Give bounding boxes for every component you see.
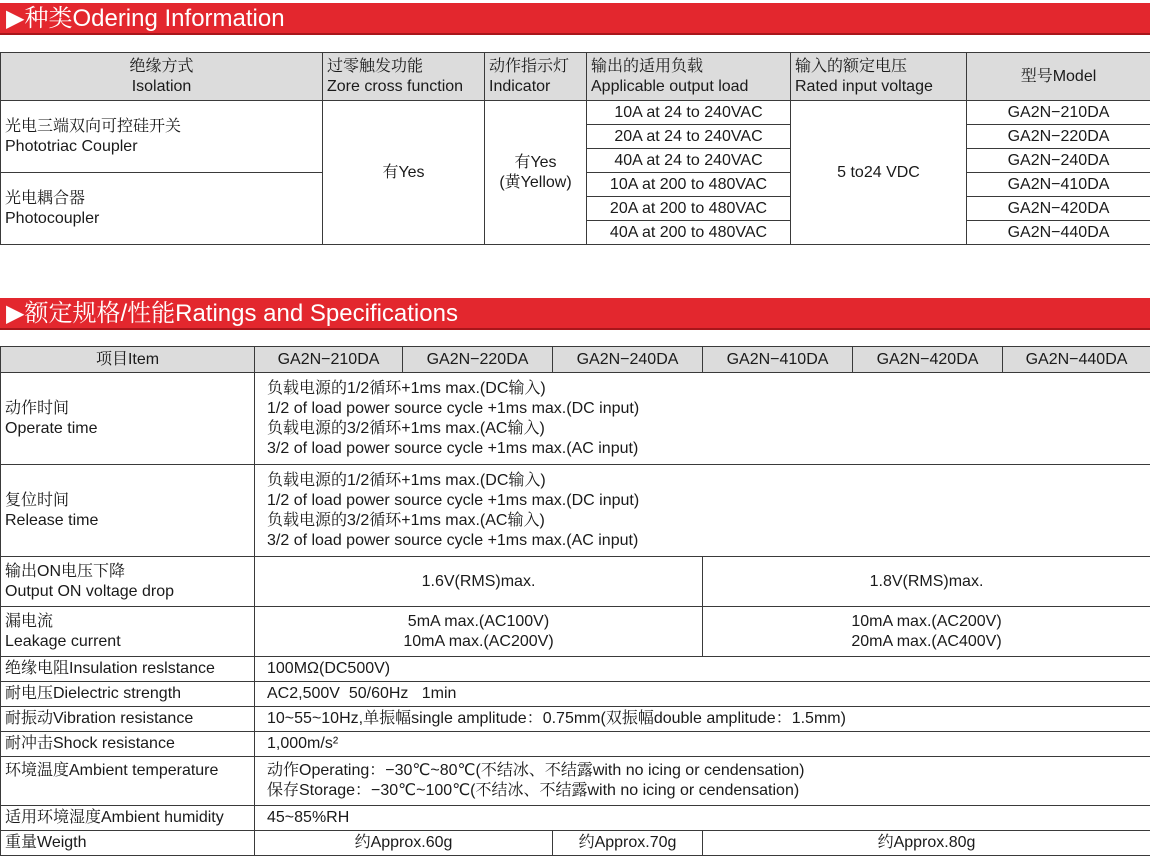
ratings-header-row	[1, 347, 1150, 373]
weight-value: 约Approx.80g	[703, 831, 1150, 856]
humidity-label: 适用环境湿度Ambient humidity	[1, 806, 255, 831]
voltage-drop-label: 输出ON电压下降 Output ON voltage drop	[1, 557, 255, 607]
shock-row	[1, 732, 1150, 757]
release-time-value: 负载电源的1/2循环+1ms max.(DC输入) 1/2 of load power source cycle +1ms max.(DC input) 负载电源的3/2循环+1ms max.(AC输入) 3/2 of load power source cycle +1ms max.(AC input)	[255, 465, 1150, 557]
zero-cross-value: 有Yes	[323, 101, 485, 245]
operate-time-row	[1, 373, 1150, 465]
ordering-table	[0, 52, 1150, 245]
ratings-title: ▶额定规格/性能Ratings and Specifications	[6, 300, 458, 327]
header-model: GA2N−220DA	[403, 347, 553, 373]
model-value: GA2N−210DA	[967, 101, 1150, 125]
header-model: GA2N−410DA	[703, 347, 853, 373]
header-model: GA2N−420DA	[853, 347, 1003, 373]
ordering-header-row	[1, 53, 1150, 101]
insulation-row	[1, 657, 1150, 682]
model-value: GA2N−420DA	[967, 197, 1150, 221]
load-value: 10A at 24 to 240VAC	[587, 101, 791, 125]
operate-time-value: 负载电源的1/2循环+1ms max.(DC输入) 1/2 of load power source cycle +1ms max.(DC input) 负载电源的3/2循环+1ms max.(AC输入) 3/2 of load power source cycle +1ms max.(AC input)	[255, 373, 1150, 465]
vibration-row	[1, 707, 1150, 732]
insulation-label: 绝缘电阻Insulation reslstance	[1, 657, 255, 682]
ordering-title: ▶种类Odering Information	[6, 5, 285, 32]
ratings-table	[0, 346, 1150, 856]
ambient-temperature-value: 动作Operating：−30℃~80℃(不结冰、不结露with no icing or cendensation) 保存Storage：−30℃~100℃(不结冰、不结露with no icing or cendensation)	[255, 757, 1150, 806]
load-value: 10A at 200 to 480VAC	[587, 173, 791, 197]
weight-row	[1, 831, 1150, 856]
model-value: GA2N−240DA	[967, 149, 1150, 173]
leakage-row	[1, 607, 1150, 657]
model-value: GA2N−220DA	[967, 125, 1150, 149]
leakage-value-left: 5mA max.(AC100V) 10mA max.(AC200V)	[255, 607, 703, 657]
vibration-value: 10~55~10Hz,单振幅single amplitude：0.75mm(双振幅double amplitude：1.5mm)	[255, 707, 1150, 732]
ambient-temperature-label: 环境温度Ambient temperature	[1, 757, 255, 806]
ratings-banner	[0, 298, 1150, 330]
dielectric-label: 耐电压Dielectric strength	[1, 682, 255, 707]
input-voltage-value: 5 to24 VDC	[791, 101, 967, 245]
operate-time-label: 动作时间 Operate time	[1, 373, 255, 465]
insulation-value: 100MΩ(DC500V)	[255, 657, 1150, 682]
header-input-voltage: 输入的额定电压 Rated input voltage	[791, 53, 967, 101]
header-indicator: 动作指示灯 Indicator	[485, 53, 587, 101]
leakage-label: 漏电流 Leakage current	[1, 607, 255, 657]
release-time-label: 复位时间 Release time	[1, 465, 255, 557]
table-row	[1, 101, 1150, 125]
isolation-phototriac: 光电三端双向可控硅开关 Phototriac Coupler	[1, 101, 323, 173]
leakage-value-right: 10mA max.(AC200V) 20mA max.(AC400V)	[703, 607, 1150, 657]
humidity-value: 45~85%RH	[255, 806, 1150, 831]
load-value: 20A at 24 to 240VAC	[587, 125, 791, 149]
header-zero-cross: 过零触发功能 Zore cross function	[323, 53, 485, 101]
voltage-drop-row	[1, 557, 1150, 607]
header-item: 项目Item	[1, 347, 255, 373]
weight-value: 约Approx.60g	[255, 831, 553, 856]
dielectric-value: AC2,500V 50/60Hz 1min	[255, 682, 1150, 707]
header-isolation: 绝缘方式 Isolation	[1, 53, 323, 101]
load-value: 20A at 200 to 480VAC	[587, 197, 791, 221]
header-output-load: 输出的适用负载 Applicable output load	[587, 53, 791, 101]
header-model: GA2N−210DA	[255, 347, 403, 373]
weight-value: 约Approx.70g	[553, 831, 703, 856]
dielectric-row	[1, 682, 1150, 707]
model-value: GA2N−440DA	[967, 221, 1150, 245]
header-model: GA2N−240DA	[553, 347, 703, 373]
isolation-photocoupler: 光电耦合器 Photocoupler	[1, 173, 323, 245]
voltage-drop-value: 1.6V(RMS)max.	[255, 557, 703, 607]
load-value: 40A at 24 to 240VAC	[587, 149, 791, 173]
ambient-temperature-row	[1, 757, 1150, 806]
humidity-row	[1, 806, 1150, 831]
shock-label: 耐冲击Shock resistance	[1, 732, 255, 757]
ordering-banner	[0, 3, 1150, 35]
weight-label: 重量Weigth	[1, 831, 255, 856]
load-value: 40A at 200 to 480VAC	[587, 221, 791, 245]
header-model: GA2N−440DA	[1003, 347, 1150, 373]
header-model: 型号Model	[967, 53, 1150, 101]
voltage-drop-value: 1.8V(RMS)max.	[703, 557, 1150, 607]
model-value: GA2N−410DA	[967, 173, 1150, 197]
indicator-value: 有Yes (黄Yellow)	[485, 101, 587, 245]
release-time-row	[1, 465, 1150, 557]
shock-value: 1,000m/s²	[255, 732, 1150, 757]
vibration-label: 耐振动Vibration resistance	[1, 707, 255, 732]
